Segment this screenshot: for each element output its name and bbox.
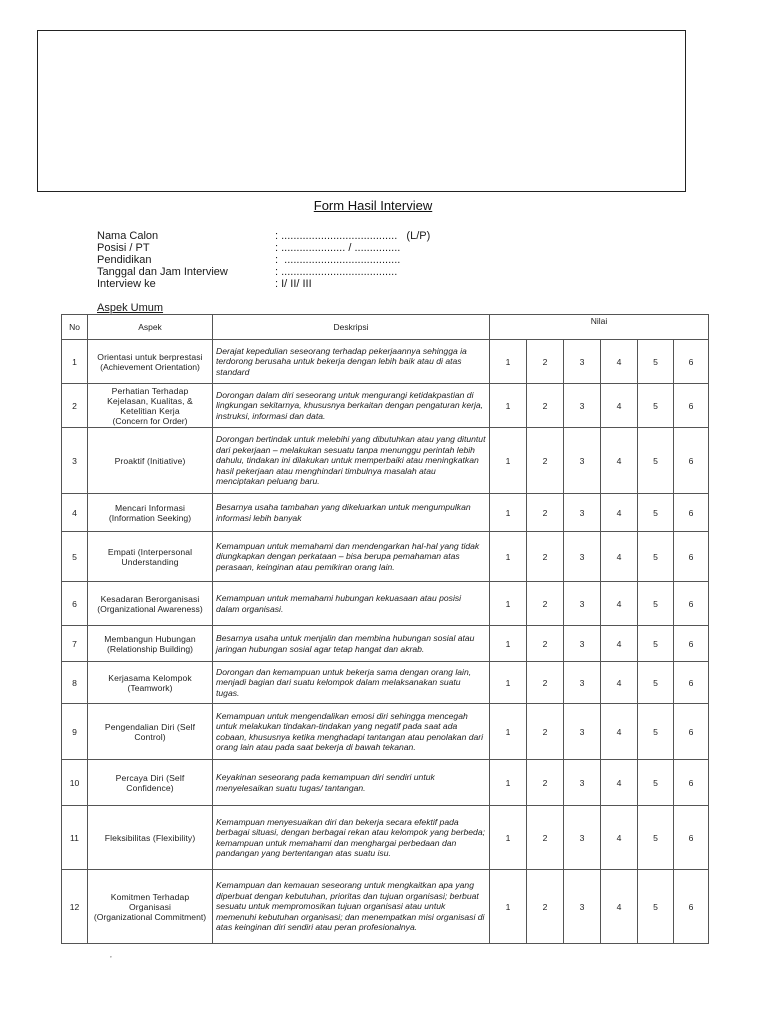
score-option-6[interactable]: 6: [674, 340, 709, 384]
score-option-2[interactable]: 2: [527, 340, 564, 384]
score-option-4[interactable]: 4: [601, 662, 638, 704]
aspect-name: Kesadaran Berorganisasi: [100, 593, 200, 604]
row-number: 5: [62, 532, 88, 582]
score-option-6[interactable]: 6: [674, 662, 709, 704]
field-nama-calon[interactable]: [97, 230, 430, 242]
field-interview-ke[interactable]: [97, 278, 430, 290]
aspect-cell: [88, 704, 213, 760]
aspect-cell: [88, 806, 213, 870]
table-body: [62, 340, 709, 944]
score-option-3[interactable]: 3: [564, 662, 601, 704]
aspect-name: Empati (Interpersonal Understanding: [107, 546, 193, 567]
description-cell: Besarnya usaha untuk menjalin dan membina hubungan sosial atau jaringan hubungan sosial agar tetap hangat dan akrab.: [213, 626, 490, 662]
score-option-3[interactable]: 3: [564, 384, 601, 428]
table-row: [62, 760, 709, 806]
score-option-2[interactable]: 2: [527, 806, 564, 870]
aspect-name: Orientasi untuk berprestasi: [97, 351, 203, 362]
row-number: 7: [62, 626, 88, 662]
score-option-1[interactable]: 1: [490, 626, 527, 662]
field-label: Posisi / PT: [97, 242, 150, 254]
score-option-3[interactable]: 3: [564, 532, 601, 582]
aspect-english-name: (Organizational Awareness): [97, 603, 203, 614]
table-row: [62, 428, 709, 494]
score-option-1[interactable]: 1: [490, 494, 527, 532]
aspect-name: Kerjasama Kelompok: [108, 672, 192, 683]
field-label: Nama Calon: [97, 230, 159, 242]
aspect-name: Mencari Informasi: [115, 502, 185, 513]
description-cell: Besarnya usaha tambahan yang dikeluarkan untuk mengumpulkan informasi lebih banyak: [213, 494, 490, 532]
score-option-3[interactable]: 3: [564, 494, 601, 532]
header-blank-box: [37, 30, 686, 192]
score-option-5[interactable]: 5: [638, 494, 674, 532]
score-option-6[interactable]: 6: [674, 760, 709, 806]
score-option-4[interactable]: 4: [601, 494, 638, 532]
aspect-cell: [88, 626, 213, 662]
aspect-cell: [88, 428, 213, 494]
score-option-5[interactable]: 5: [638, 582, 674, 626]
score-option-3[interactable]: 3: [564, 806, 601, 870]
score-option-6[interactable]: 6: [674, 532, 709, 582]
score-option-1[interactable]: 1: [490, 870, 527, 944]
aspect-name: Membangun Hubungan: [104, 633, 196, 644]
aspect-english-name: (Information Seeking): [108, 512, 192, 523]
score-option-1[interactable]: 1: [490, 760, 527, 806]
score-option-4[interactable]: 4: [601, 428, 638, 494]
table-header-row: [62, 315, 709, 340]
score-option-4[interactable]: 4: [601, 532, 638, 582]
score-option-4[interactable]: 4: [601, 870, 638, 944]
table-row: [62, 340, 709, 384]
score-option-3[interactable]: 3: [564, 340, 601, 384]
score-option-6[interactable]: 6: [674, 494, 709, 532]
score-option-5[interactable]: 5: [638, 870, 674, 944]
score-option-2[interactable]: 2: [527, 532, 564, 582]
score-option-2[interactable]: 2: [527, 384, 564, 428]
score-option-3[interactable]: 3: [564, 704, 601, 760]
score-option-1[interactable]: 1: [490, 662, 527, 704]
row-number: 1: [62, 340, 88, 384]
table-row: [62, 870, 709, 944]
score-option-2[interactable]: 2: [527, 662, 564, 704]
score-option-5[interactable]: 5: [638, 428, 674, 494]
aspect-name: Perhatian Terhadap Kejelasan, Kualitas, & Ketelitian Kerja: [107, 385, 193, 416]
field-value[interactable]: : ...................................... (L/P): [275, 230, 431, 242]
table-row: [62, 582, 709, 626]
score-option-6[interactable]: 6: [674, 704, 709, 760]
aspect-cell: [88, 384, 213, 428]
table-row: [62, 704, 709, 760]
aspect-name: Proaktif (Initiative): [114, 455, 186, 466]
form-title: Form Hasil Interview: [313, 198, 433, 213]
score-option-1[interactable]: 1: [490, 428, 527, 494]
score-option-5[interactable]: 5: [638, 662, 674, 704]
description-cell: Kemampuan untuk memahami dan mendengarkan hal-hal yang tidak diungkapkan dengan perkataan – bisa berupa pemahaman atas perasaan, keinginan atau pemikiran orang lain.: [213, 532, 490, 582]
header-no: No: [62, 315, 88, 340]
description-cell: Dorongan dalam diri seseorang untuk mengurangi ketidakpastian di lingkungan sekitarnya, khususnya berkaitan dengan pengaturan kerja, instruksi, informasi dan data.: [213, 384, 490, 428]
score-option-3[interactable]: 3: [564, 870, 601, 944]
score-option-4[interactable]: 4: [601, 626, 638, 662]
field-posisi[interactable]: [97, 242, 430, 254]
aspect-english-name: (Organizational Commitment): [93, 911, 207, 922]
aspect-name: Fleksibilitas (Flexibility): [104, 832, 196, 843]
field-value[interactable]: : ..................... / ...............: [275, 242, 401, 254]
score-option-1[interactable]: 1: [490, 340, 527, 384]
field-tanggal-jam[interactable]: [97, 266, 430, 278]
score-option-5[interactable]: 5: [638, 806, 674, 870]
aspect-english-name: (Achievement Orientation): [100, 361, 200, 372]
score-option-5[interactable]: 5: [638, 760, 674, 806]
score-option-2[interactable]: 2: [527, 704, 564, 760]
description-cell: Derajat kepedulian seseorang terhadap pekerjaannya sehingga ia terdorong berusaha untuk bekerja dengan lebih baik atau di atas standard: [213, 340, 490, 384]
aspect-cell: [88, 340, 213, 384]
candidate-fields: [97, 230, 430, 290]
row-number: 4: [62, 494, 88, 532]
row-number: 6: [62, 582, 88, 626]
aspect-cell: [88, 662, 213, 704]
field-label: Interview ke: [97, 278, 156, 290]
score-option-5[interactable]: 5: [638, 384, 674, 428]
field-label: Pendidikan: [97, 254, 152, 266]
aspect-name: Percaya Diri (Self Confidence): [115, 772, 185, 793]
score-option-1[interactable]: 1: [490, 582, 527, 626]
row-number: 8: [62, 662, 88, 704]
score-option-4[interactable]: 4: [601, 806, 638, 870]
score-option-2[interactable]: 2: [527, 582, 564, 626]
score-option-6[interactable]: 6: [674, 384, 709, 428]
field-pendidikan[interactable]: [97, 254, 430, 266]
score-option-5[interactable]: 5: [638, 626, 674, 662]
aspect-name: Komitmen Terhadap Organisasi: [110, 891, 190, 912]
score-option-1[interactable]: 1: [490, 532, 527, 582]
score-option-6[interactable]: 6: [674, 626, 709, 662]
row-number: 3: [62, 428, 88, 494]
score-option-2[interactable]: 2: [527, 428, 564, 494]
score-option-3[interactable]: 3: [564, 428, 601, 494]
row-number: 11: [62, 806, 88, 870]
field-value[interactable]: : ......................................: [275, 254, 401, 266]
description-cell: Kemampuan untuk mengendalikan emosi diri sehingga mencegah untuk melakukan tindakan-tindakan yang negatif pada saat ada cobaan, khususnya ketika menghadapi tantangan atau penolakan dari orang lain atau pada saat bekerja di bawah tekanan.: [213, 704, 490, 760]
header-desc: Deskripsi: [213, 315, 490, 340]
score-option-6[interactable]: 6: [674, 806, 709, 870]
score-option-4[interactable]: 4: [601, 384, 638, 428]
field-value[interactable]: : ......................................: [275, 266, 398, 278]
score-option-3[interactable]: 3: [564, 582, 601, 626]
row-number: 10: [62, 760, 88, 806]
aspect-english-name: (Teamwork): [127, 682, 173, 693]
row-number: 12: [62, 870, 88, 944]
table-row: [62, 662, 709, 704]
score-option-5[interactable]: 5: [638, 340, 674, 384]
stray-mark: ’: [110, 955, 112, 964]
table-row: [62, 806, 709, 870]
description-cell: Dorongan dan kemampuan untuk bekerja sama dengan orang lain, menjadi bagian dari suatu kelompok dalam melaksanakan suatu tugas.: [213, 662, 490, 704]
aspek-table: [61, 314, 709, 944]
score-option-5[interactable]: 5: [638, 532, 674, 582]
score-option-2[interactable]: 2: [527, 494, 564, 532]
aspect-cell: [88, 494, 213, 532]
table-row: [62, 384, 709, 428]
section-title: Aspek Umum: [97, 302, 164, 314]
table-row: [62, 494, 709, 532]
score-option-2[interactable]: 2: [527, 626, 564, 662]
aspect-english-name: (Relationship Building): [107, 643, 193, 654]
description-cell: Kemampuan untuk memahami hubungan kekuasaan atau posisi dalam organisasi.: [213, 582, 490, 626]
description-cell: Kemampuan menyesuaikan diri dan bekerja secara efektif pada berbagai situasi, dengan berbagai rekan atau kelompok yang berbeda; kemampuan untuk memahami dan menghargai perbedaan dan pandangan yang bertentangan atas suatu isu.: [213, 806, 490, 870]
score-option-3[interactable]: 3: [564, 626, 601, 662]
header-aspect: Aspek: [88, 315, 213, 340]
table-row: [62, 626, 709, 662]
score-option-4[interactable]: 4: [601, 760, 638, 806]
aspect-cell: [88, 532, 213, 582]
score-option-4[interactable]: 4: [601, 704, 638, 760]
score-option-6[interactable]: 6: [674, 428, 709, 494]
aspect-cell: [88, 870, 213, 944]
field-label: Tanggal dan Jam Interview: [97, 266, 228, 278]
aspect-english-name: (Concern for Order): [112, 415, 188, 426]
aspect-cell: [88, 760, 213, 806]
aspect-cell: [88, 582, 213, 626]
row-number: 9: [62, 704, 88, 760]
field-value[interactable]: : I/ II/ III: [275, 278, 312, 290]
score-option-4[interactable]: 4: [601, 582, 638, 626]
table-row: [62, 532, 709, 582]
score-option-1[interactable]: 1: [490, 384, 527, 428]
score-option-5[interactable]: 5: [638, 704, 674, 760]
score-option-6[interactable]: 6: [674, 870, 709, 944]
description-cell: Kemampuan dan kemauan seseorang untuk mengkaitkan apa yang diperbuat dengan kebutuhan, prioritas dan tujuan organisasi; berbuat sesuatu untuk mempromosikan tujuan organisasi atau untuk memenuhi kebutuhan organisasi; dan menempatkan misi organisasi di atas keinginan diri sendiri atau peran profesionalnya.: [213, 870, 490, 944]
row-number: 2: [62, 384, 88, 428]
header-score: Nilai: [490, 315, 709, 340]
description-cell: Keyakinan seseorang pada kemampuan diri sendiri untuk menyelesaikan suatu tugas/ tantangan.: [213, 760, 490, 806]
score-option-6[interactable]: 6: [674, 582, 709, 626]
score-option-3[interactable]: 3: [564, 760, 601, 806]
aspect-name: Pengendalian Diri (Self Control): [104, 721, 196, 742]
description-cell: Dorongan bertindak untuk melebihi yang dibutuhkan atau yang dituntut dari pekerjaan – melakukan sesuatu tanpa menunggu perintah lebih dahulu, tindakan ini dilakukan untuk memperbaiki atau meningkatkan hasil pekerjaan atau menghindari timbulnya masalah atau menciptakan peluang baru.: [213, 428, 490, 494]
score-option-2[interactable]: 2: [527, 760, 564, 806]
score-option-2[interactable]: 2: [527, 870, 564, 944]
score-option-1[interactable]: 1: [490, 806, 527, 870]
score-option-4[interactable]: 4: [601, 340, 638, 384]
score-option-1[interactable]: 1: [490, 704, 527, 760]
